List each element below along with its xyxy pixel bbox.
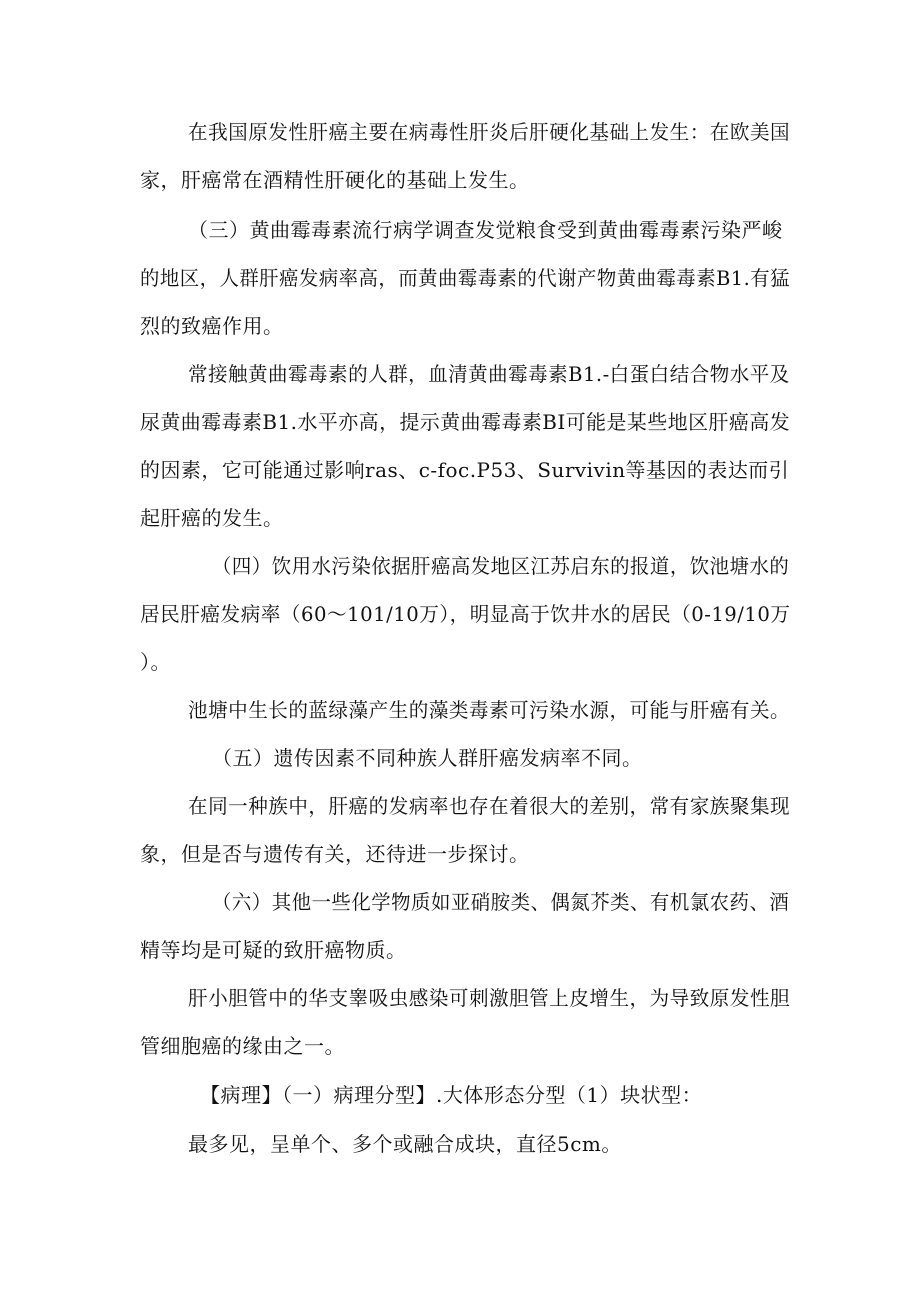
text-line: 精等均是可疑的致肝癌物质。 (140, 938, 407, 962)
text-line: （三）黄曲霉毒素流行病学调查发觉粮食受到黄曲霉毒素污染严峻 (188, 218, 783, 242)
text-line: ）。 (140, 650, 171, 674)
text-line: 起肝癌的发生。 (140, 506, 284, 530)
text-line: 肝小胆管中的华支睾吸虫感染可刺激胆管上皮增生，为导致原发性胆 (188, 986, 791, 1010)
text-line: 的因素，它可能通过影响ras、c-foc.P53、Survivin等基因的表达而引 (140, 458, 790, 482)
text-line: 象，但是否与遗传有关，还待进一步探讨。 (140, 842, 530, 866)
text-line: 家，肝癌常在酒精性肝硬化的基础上发生。 (140, 168, 530, 192)
text-line: 尿黄曲霉毒素B1.水平亦高，提示黄曲霉毒素BI可能是某些地区肝癌高发 (140, 410, 791, 434)
text-line: 【病理】（一）病理分型】.大体形态分型（1）块状型： (200, 1083, 703, 1107)
text-line: （四）饮用水污染依据肝癌高发地区江苏启东的报道，饮池塘水的 (212, 554, 790, 578)
text-line: 烈的致癌作用。 (140, 314, 284, 338)
text-line: 在同一种族中，肝癌的发病率也存在着很大的差别，常有家族聚集现 (188, 794, 791, 818)
text-line: 在我国原发性肝癌主要在病毒性肝炎后肝硬化基础上发生：在欧美国 (188, 120, 791, 144)
text-line: 池塘中生长的蓝绿藻产生的藻类毒素可污染水源，可能与肝癌有关。 (188, 698, 791, 722)
text-line: 的地区，人群肝癌发病率高，而黄曲霉毒素的代谢产物黄曲霉毒素B1.有猛 (140, 266, 790, 290)
text-line: 管细胞癌的缘由之一。 (140, 1034, 345, 1058)
text-line: 常接触黄曲霉毒素的人群，血清黄曲霉毒素B1.-白蛋白结合物水平及 (188, 362, 790, 386)
text-line: 居民肝癌发病率（60～101/10万），明显高于饮井水的居民（0-19/10万 (140, 602, 791, 626)
text-line: （六）其他一些化学物质如亚硝胺类、偶氮芥类、有机氯农药、酒 (212, 890, 790, 914)
text-line: 最多见，呈单个、多个或融合成块，直径5cm。 (188, 1132, 622, 1156)
text-line: （五）遗传因素不同种族人群肝癌发病率不同。 (212, 746, 643, 770)
